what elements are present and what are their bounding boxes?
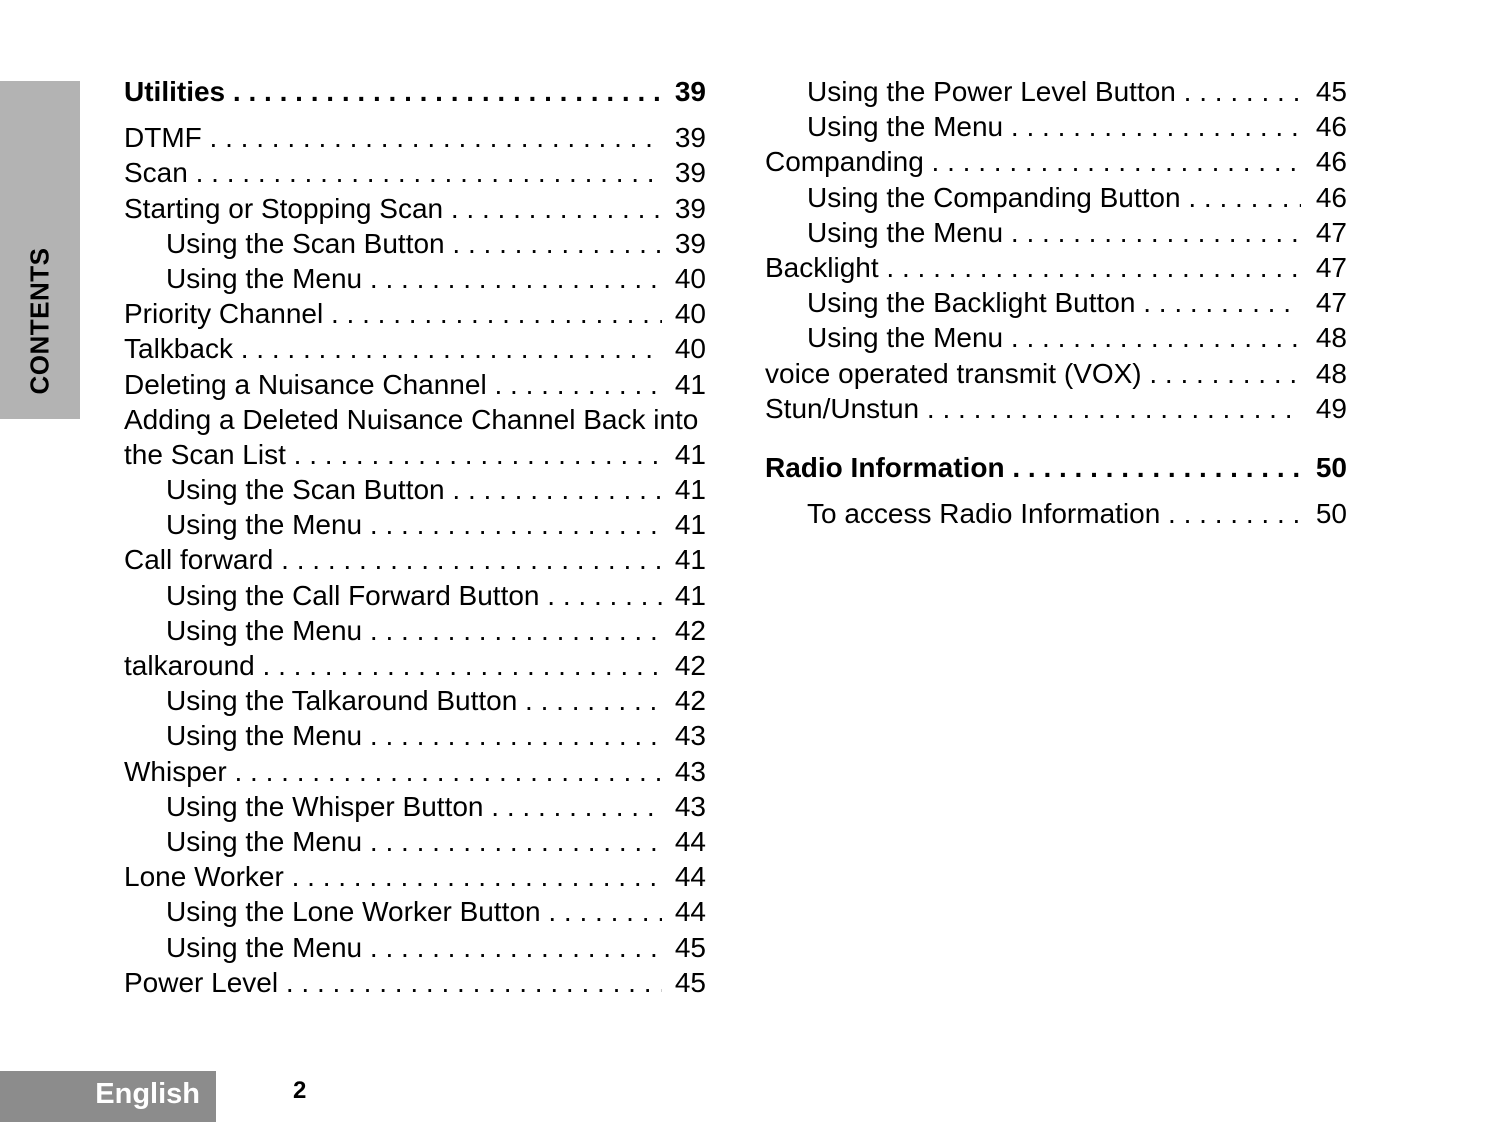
toc-entry-page: 41	[674, 474, 706, 506]
toc-entry-title: Using the Menu	[166, 262, 363, 294]
toc-entry-page: 48	[1315, 322, 1347, 354]
page-number: 2	[293, 1077, 307, 1104]
toc-entry[interactable]	[124, 789, 724, 824]
toc-entry-page: 50	[1315, 498, 1347, 530]
toc-entry-page: 42	[674, 614, 706, 646]
toc-entry[interactable]	[124, 859, 724, 894]
toc-entry-title: Stun/Unstun	[765, 392, 920, 424]
toc-right-sub-entries	[765, 496, 1365, 531]
toc-entry-title: Using the Scan Button	[166, 227, 445, 259]
toc-entry-wrapped-line[interactable]	[124, 402, 724, 437]
toc-entry-title: Using the Lone Worker Button	[166, 896, 541, 928]
toc-entry-title: Using the Menu	[807, 322, 1004, 354]
toc-left-entries	[124, 120, 724, 1000]
toc-entry[interactable]	[765, 285, 1365, 320]
toc-entry[interactable]	[765, 320, 1365, 355]
toc-entry-title: Lone Worker	[124, 861, 284, 893]
side-tab-label: CONTENTS	[24, 247, 55, 395]
toc-entry[interactable]	[124, 191, 724, 226]
toc-entry-page: 45	[1315, 76, 1347, 107]
toc-entry-page: 47	[1315, 251, 1347, 283]
toc-entry-page: 39	[674, 122, 706, 154]
toc-entry-title: talkaround	[124, 650, 255, 681]
toc-entry-title: Priority Channel	[124, 298, 324, 330]
toc-entry-title: Using the Call Forward Button	[166, 579, 540, 611]
toc-entry-title: Backlight	[765, 251, 879, 283]
toc-entry[interactable]	[124, 437, 724, 472]
toc-heading-title: Utilities	[124, 76, 226, 107]
toc-entry-title: Scan	[124, 157, 188, 189]
toc-entry-page: 46	[1315, 181, 1347, 213]
toc-entry[interactable]	[765, 144, 1365, 179]
toc-entry-title: Companding	[765, 146, 924, 178]
toc-entry[interactable]	[124, 894, 724, 929]
toc-entry[interactable]	[765, 496, 1365, 531]
toc-entry-page: 47	[1315, 216, 1347, 248]
toc-entry-title: To access Radio Information	[807, 498, 1161, 530]
toc-right-entries	[765, 74, 1365, 426]
toc-entry-title: Using the Menu	[166, 825, 363, 857]
toc-entry-page: 48	[1315, 357, 1347, 389]
toc-entry-title: Using the Menu	[166, 931, 363, 963]
toc-entry-page: 41	[674, 368, 706, 400]
toc-entry-page: 43	[674, 790, 706, 822]
toc-entry-title: Power Level	[124, 966, 279, 998]
toc-entry[interactable]	[124, 261, 724, 296]
toc-entry-page: 41	[674, 544, 706, 576]
toc-entry[interactable]	[124, 367, 724, 402]
toc-entry-page: 45	[674, 931, 706, 963]
toc-entry-title: Using the Menu	[807, 111, 1004, 143]
toc-entry[interactable]	[124, 965, 724, 1000]
toc-entry-title: Using the Backlight Button	[807, 287, 1136, 319]
toc-entry[interactable]	[124, 120, 724, 155]
toc-entry[interactable]	[124, 754, 724, 789]
toc-right-column	[765, 74, 1365, 531]
toc-entry[interactable]	[124, 507, 724, 542]
toc-entry-title: Using the Menu	[166, 720, 363, 752]
toc-entry[interactable]	[765, 180, 1365, 215]
toc-entry[interactable]	[765, 356, 1365, 391]
toc-heading-title: Radio Information	[765, 451, 1005, 483]
toc-entry[interactable]	[124, 296, 724, 331]
toc-entry-title: Whisper	[124, 755, 227, 787]
toc-entry[interactable]	[124, 683, 724, 718]
toc-entry[interactable]	[124, 226, 724, 261]
toc-entry-page: 40	[674, 262, 706, 294]
toc-entry-page: 39	[674, 157, 706, 189]
toc-entry-page: 49	[1315, 392, 1347, 424]
toc-entry-title: Call forward	[124, 544, 274, 576]
toc-entry-title: DTMF	[124, 122, 202, 154]
toc-entry-page: 43	[674, 755, 706, 787]
toc-entry-page: 40	[674, 298, 706, 330]
toc-entry[interactable]	[124, 331, 724, 366]
toc-entry[interactable]	[765, 391, 1365, 426]
toc-entry-page: 41	[674, 579, 706, 611]
toc-entry-title: Using the Menu	[166, 509, 363, 541]
toc-heading-page: 50	[1315, 451, 1347, 483]
toc-entry-page: 44	[674, 825, 706, 857]
toc-entry[interactable]	[124, 718, 724, 753]
toc-entry[interactable]	[124, 472, 724, 507]
toc-entry-page: 42	[674, 650, 706, 681]
toc-entry-title: Using the Menu	[166, 614, 363, 646]
toc-entry-title: Using the Talkaround Button	[166, 685, 518, 717]
toc-left-column	[124, 74, 724, 1000]
toc-entry-title: Using the Power Level Button	[807, 76, 1176, 107]
toc-entry-page: 41	[674, 438, 706, 470]
toc-entry[interactable]	[124, 824, 724, 859]
toc-entry-title: Starting or Stopping Scan	[124, 192, 444, 224]
toc-entry-title: Using the Menu	[807, 216, 1004, 248]
toc-entry-page: 39	[674, 192, 706, 224]
toc-entry[interactable]	[124, 648, 724, 683]
toc-entry-title: Using the Whisper Button	[166, 790, 484, 822]
toc-entry[interactable]	[124, 542, 724, 577]
toc-entry[interactable]	[765, 250, 1365, 285]
toc-entry-page: 44	[674, 896, 706, 928]
toc-entry-title: Talkback	[124, 333, 233, 365]
toc-entry-page: 43	[674, 720, 706, 752]
toc-entry-page: 47	[1315, 287, 1347, 319]
toc-entry-title: Deleting a Nuisance Channel	[124, 368, 487, 400]
toc-entry-page: 46	[1315, 111, 1347, 143]
toc-entry-title: Using the Companding Button	[807, 181, 1181, 213]
toc-entry-page: 41	[674, 509, 706, 541]
toc-entry[interactable]	[124, 930, 724, 965]
toc-heading-utilities[interactable]	[124, 74, 724, 109]
toc-entry[interactable]	[765, 109, 1365, 144]
toc-entry-title: Using the Scan Button	[166, 474, 445, 506]
toc-entry-page: 45	[674, 966, 706, 998]
toc-entry-page: 40	[674, 333, 706, 365]
toc-heading-page: 39	[674, 76, 706, 107]
toc-entry[interactable]	[124, 155, 724, 190]
side-section-tab	[0, 81, 80, 419]
toc-heading-radio-information[interactable]	[765, 450, 1365, 485]
toc-entry-page: 39	[674, 227, 706, 259]
toc-entry[interactable]	[765, 215, 1365, 250]
toc-entry[interactable]	[124, 613, 724, 648]
toc-entry-page: 44	[674, 861, 706, 893]
toc-entry-title: Adding a Deleted Nuisance Channel Back into	[124, 403, 699, 435]
toc-entry-page: 46	[1315, 146, 1347, 178]
toc-entry-page: 42	[674, 685, 706, 717]
toc-entry-title: the Scan List	[124, 438, 286, 470]
toc-entry-title: voice operated transmit (VOX)	[765, 357, 1142, 389]
toc-entry[interactable]	[124, 578, 724, 613]
toc-entry[interactable]	[765, 74, 1365, 109]
language-tab	[0, 1071, 216, 1122]
language-label: English	[95, 1078, 200, 1110]
